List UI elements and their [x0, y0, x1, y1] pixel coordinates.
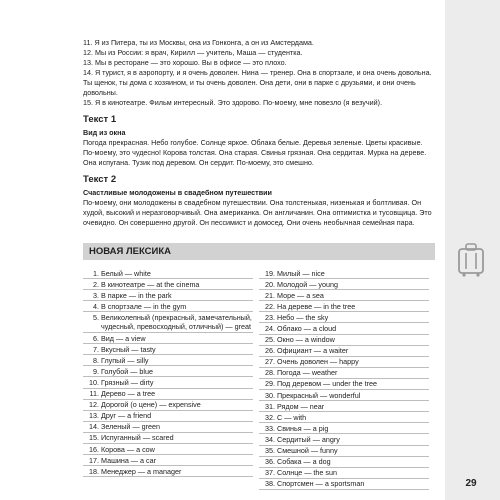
main-content [83, 38, 435, 228]
vocab-item [83, 290, 253, 301]
vocab-text: Рядом — near [277, 401, 325, 411]
vocab-item [259, 268, 429, 279]
vocab-text: Смешной — funny [277, 446, 338, 455]
vocab-text: Под деревом — under the tree [277, 379, 377, 389]
vocab-item [83, 268, 253, 279]
vocab-text: Белый — white [101, 268, 151, 278]
vocab-text: Дорогой (о цене) — expensive [101, 400, 201, 410]
vocab-number: 18. [89, 466, 99, 476]
vocab-text: Милый — nice [277, 268, 325, 278]
vocab-text: Грязный — dirty [101, 377, 154, 387]
vocab-number: 23. [265, 312, 275, 322]
vocab-number: 21. [265, 290, 275, 300]
vocab-item [259, 323, 429, 334]
vocab-item [259, 479, 429, 490]
vocab-text: На дереве — in the tree [277, 301, 356, 311]
vocab-item [259, 390, 429, 401]
vocab-item [259, 312, 429, 323]
vocab-text: Машина — a car [101, 455, 156, 465]
vocab-number: 8. [93, 355, 99, 365]
text1-subheading: Вид из окна [83, 128, 126, 137]
vocab-number: 5. [93, 312, 99, 322]
vocab-text: Море — a sea [277, 290, 324, 300]
vocab-column-right [259, 268, 429, 490]
vocab-item [83, 444, 253, 455]
vocab-item [83, 355, 253, 366]
vocab-text: Менеджер — a manager [101, 466, 182, 476]
text1-heading: Текст 1 [83, 114, 117, 125]
vocab-item [83, 377, 253, 388]
vocab-number: 31. [265, 401, 275, 411]
vocab-item [83, 279, 253, 290]
text1-paragraph: Погода прекрасная. Небо голубое. Солнце яркое. Облака белые. Деревья зеленые. Цветы красивые. По-моему, это чудесно! Корова толстая. Она старая. Свинья грязная. Она сердитая. Мурка на дереве. Она испугана. Тузик под деревом. Он сердит. По-моему, это смешно. [83, 138, 427, 167]
vocab-text: Вкусный — tasty [101, 344, 156, 354]
vocab-item [83, 466, 253, 477]
vocab-number: 29. [265, 379, 275, 389]
vocab-number: 36. [265, 457, 275, 467]
vocab-text: Испуганный — scared [101, 433, 174, 443]
vocab-number: 33. [265, 423, 275, 433]
vocab-number: 38. [265, 479, 275, 489]
vocab-item [83, 312, 253, 333]
vocab-item [83, 433, 253, 444]
vocab-title: НОВАЯ ЛЕКСИКА [89, 246, 171, 257]
vocab-item [83, 344, 253, 355]
vocab-text: Очень доволен — happy [277, 357, 359, 367]
vocab-section-bar [83, 243, 435, 260]
vocab-column-left [83, 268, 253, 477]
vocab-text: Корова — a cow [101, 444, 155, 454]
vocab-number: 16. [89, 444, 99, 454]
exercise-sentence: 13. Мы в ресторане — это хорошо. Вы в офисе — это плохо. [83, 58, 287, 67]
vocab-text: Официант — a waiter [277, 346, 349, 356]
vocab-item [259, 335, 429, 346]
vocab-text: В кинотеатре — at the cinema [101, 279, 200, 289]
vocab-number: 34. [265, 434, 275, 444]
vocab-number: 35. [265, 446, 275, 455]
vocab-text: Погода — weather [277, 368, 338, 378]
vocab-number: 26. [265, 346, 275, 356]
vocab-item [259, 357, 429, 368]
vocab-item [259, 423, 429, 434]
vocab-number: 13. [89, 411, 99, 421]
exercise-sentence: 15. Я в кинотеатре. Фильм интересный. Это здорово. По-моему, мне повезло (я везучий). [83, 98, 383, 107]
vocab-number: 20. [265, 279, 275, 289]
vocab-text: Молодой — young [277, 279, 338, 289]
vocab-text: Глупый — silly [101, 355, 149, 365]
vocab-item [259, 279, 429, 290]
vocab-text: С — with [277, 412, 307, 422]
vocab-text: Голубой — blue [101, 366, 154, 376]
vocab-number: 2. [93, 279, 99, 289]
vocab-item [83, 400, 253, 411]
vocab-number: 3. [93, 290, 99, 300]
vocab-text: Сердитый — angry [277, 434, 340, 444]
suitcase-icon [457, 243, 485, 277]
vocab-item [259, 301, 429, 312]
vocab-number: 17. [89, 455, 99, 465]
vocab-item [259, 368, 429, 379]
vocab-number: 10. [89, 377, 99, 387]
vocab-text: Небо — the sky [277, 312, 329, 322]
vocab-number: 14. [89, 422, 99, 432]
vocab-item [83, 333, 253, 344]
vocab-number: 30. [265, 390, 275, 400]
vocab-item [259, 434, 429, 445]
vocab-number: 15. [89, 433, 99, 443]
exercise-sentence: 11. Я из Питера, ты из Москвы, она из Гонконга, а он из Амстердама. [83, 38, 314, 47]
text2-paragraph: По-моему, они молодожены в свадебном путешествии. Она толстенькая, низенькая и болтливая. Он худой, высокий и неразговорчивый. Она американка. Он англичанин. Она оптимистка и тусовщица. Это очевидно. Он совершенно другой. Он пессимист и домосед. Они очень необычная семейная пара. [83, 198, 432, 227]
vocab-item [259, 446, 429, 457]
vocab-number: 12. [89, 400, 99, 410]
vocab-number: 32. [265, 412, 275, 422]
vocab-text: Солнце — the sun [277, 468, 337, 478]
vocab-item [83, 301, 253, 312]
vocab-text: В спортзале — in the gym [101, 301, 187, 311]
vocab-item [259, 379, 429, 390]
vocab-text: Великолепный (прекрасный, замечательный, чудесный, превосходный, отличный) — great [101, 312, 252, 332]
vocab-number: 9. [93, 366, 99, 376]
vocab-number: 6. [93, 333, 99, 343]
vocab-item [83, 389, 253, 400]
vocab-number: 1. [93, 268, 99, 278]
page-number: 29 [465, 478, 477, 489]
vocab-text: Облако — a cloud [277, 323, 337, 333]
exercise-sentence: 12. Мы из России: я врач, Кирилл — учитель, Маша — студентка. [83, 48, 303, 57]
vocab-text: Свинья — a pig [277, 423, 329, 433]
exercise-sentence: 14. Я турист, я в аэропорту, и я очень доволен. Нина — тренер. Она в спортзале, и она очень довольна. Ты щенок, ты дома с хозяином, и ты очень доволен. Она дети, они в парке с друзьями, и они очень довольны. [83, 68, 432, 97]
vocab-text: Окно — a window [277, 335, 335, 345]
vocab-number: 7. [93, 344, 99, 354]
vocab-item [259, 457, 429, 468]
vocab-item [259, 401, 429, 412]
vocab-item [259, 412, 429, 423]
vocab-item [83, 366, 253, 377]
vocab-item [83, 422, 253, 433]
vocab-number: 37. [265, 468, 275, 478]
vocab-item [259, 468, 429, 479]
vocab-number: 11. [89, 389, 99, 399]
vocab-item [83, 455, 253, 466]
vocab-number: 25. [265, 335, 275, 345]
vocab-item [259, 290, 429, 301]
vocab-text: Спортсмен — a sportsman [277, 479, 365, 489]
vocab-number: 27. [265, 357, 275, 367]
vocab-text: Зеленый — green [101, 422, 161, 432]
exercise-sentences [83, 38, 435, 108]
vocab-number: 28. [265, 368, 275, 378]
vocab-text: Друг — a friend [101, 411, 152, 421]
text2-subheading: Счастливые молодожены в свадебном путешествии [83, 188, 272, 197]
vocab-number: 4. [93, 301, 99, 311]
vocab-number: 22. [265, 301, 275, 311]
vocab-number: 19. [265, 268, 275, 278]
vocab-text: В парке — in the park [101, 290, 172, 300]
vocab-text: Прекрасный — wonderful [277, 390, 361, 400]
vocab-text: Собака — a dog [277, 457, 331, 467]
vocab-item [83, 411, 253, 422]
vocab-text: Дерево — a tree [101, 389, 156, 399]
vocab-number: 24. [265, 323, 275, 333]
vocab-item [259, 346, 429, 357]
text2-heading: Текст 2 [83, 174, 117, 185]
vocab-text: Вид — a view [101, 333, 146, 343]
